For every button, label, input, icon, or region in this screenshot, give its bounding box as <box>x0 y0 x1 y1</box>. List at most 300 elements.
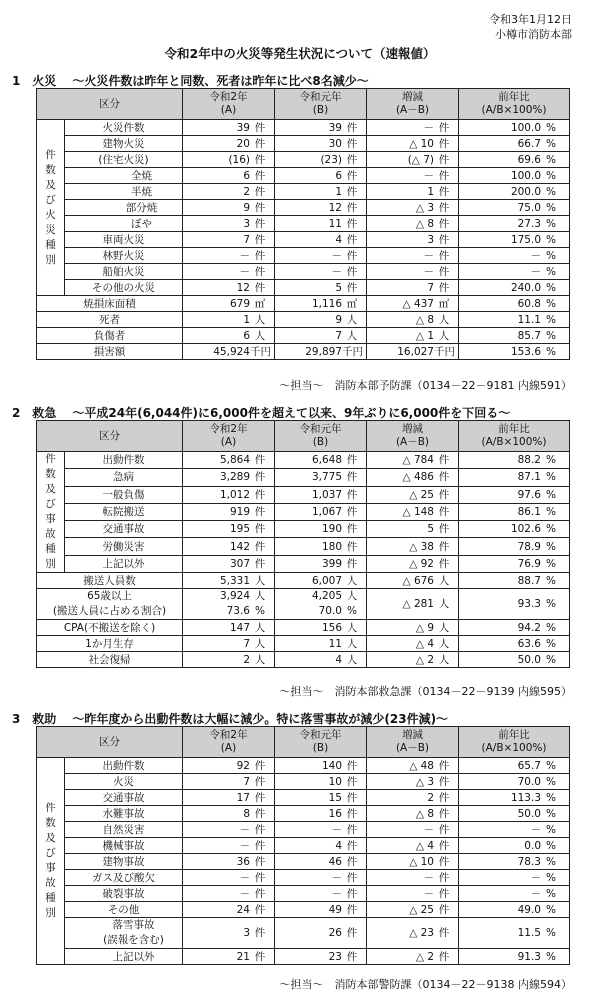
unit: 件 <box>254 454 266 467</box>
row-label <box>65 838 183 854</box>
header-label: 区分 <box>99 735 120 748</box>
ratio-value: 88.7 <box>517 574 541 587</box>
percent-unit: % <box>546 807 556 820</box>
ratio-cell <box>459 296 570 312</box>
ratio-value: － <box>530 249 541 262</box>
row-label-text: 半焼 <box>131 185 152 198</box>
percent-unit: % <box>546 540 556 553</box>
value-2020-value: 92 <box>236 759 250 772</box>
table-row <box>37 806 570 822</box>
ratio-value: 200.0 <box>510 185 541 198</box>
ratio-cell <box>459 503 570 520</box>
value-2020-value: 679 <box>229 297 250 310</box>
unit: 人 <box>254 653 266 666</box>
row-label-text: 水難事故 <box>102 807 145 820</box>
value-2019-value: 1,037 <box>311 488 342 501</box>
unit: 人 <box>346 313 358 326</box>
value-2020 <box>183 344 275 360</box>
section-summary: ～平成24年(6,044件)に6,000件を超えて以来、9年ぶりに6,000件を下回る～ <box>72 406 511 420</box>
value-2020 <box>183 555 275 572</box>
change-value: △ 784 <box>402 454 434 467</box>
ratio-cell <box>459 918 570 949</box>
change <box>367 120 459 136</box>
value-2020 <box>183 280 275 296</box>
value-2020 <box>183 538 275 555</box>
unit: 件 <box>254 169 266 182</box>
ratio-cell <box>459 232 570 248</box>
percent-unit: % <box>546 775 556 788</box>
change-value: － <box>423 121 434 134</box>
value-2019-value: 16 <box>328 807 342 820</box>
value-2020 <box>183 168 275 184</box>
value-2019 <box>275 296 367 312</box>
unit: 件 <box>254 471 266 484</box>
unit: 件 <box>346 807 358 820</box>
unit: 人 <box>254 590 266 602</box>
unit: 件 <box>346 121 358 134</box>
value: 3,924 <box>219 590 250 602</box>
ratio-cell <box>459 521 570 538</box>
ratio-cell <box>459 486 570 503</box>
header-sublabel: (B) <box>312 104 329 116</box>
unit: 件 <box>254 265 266 278</box>
ratio-value: 70.0 <box>517 775 541 788</box>
unit: 件 <box>346 471 358 484</box>
ratio-value: － <box>530 823 541 836</box>
row-label <box>65 854 183 870</box>
unit: 件 <box>346 855 358 868</box>
value-2020-value: － <box>239 249 250 262</box>
issue-date-block <box>489 12 572 42</box>
ratio-value: 78.3 <box>517 855 541 868</box>
header-sublabel: (A/B×100%) <box>481 742 547 754</box>
percent-unit: % <box>546 791 556 804</box>
unit: 件 <box>346 454 358 467</box>
row-label <box>65 452 183 469</box>
row-label <box>65 264 183 280</box>
section-ems-heading <box>12 404 510 421</box>
row-label-text: その他 <box>107 903 140 916</box>
row-label-text: 転院搬送 <box>102 505 145 518</box>
header-label: 令和2年 <box>209 91 248 103</box>
issue-date: 令和3年1月12日 <box>489 13 572 26</box>
value-2020 <box>183 918 275 949</box>
unit: 件 <box>254 233 266 246</box>
change <box>367 469 459 486</box>
row-label-text: 65歳以上 <box>87 590 132 602</box>
percent-unit: % <box>546 855 556 868</box>
value-2020 <box>183 264 275 280</box>
percent-unit: % <box>546 574 556 587</box>
ratio-cell <box>459 344 570 360</box>
unit: 件 <box>254 488 266 501</box>
ratio-cell <box>459 264 570 280</box>
change-value: △ 281 <box>402 598 434 610</box>
ratio-value: 65.7 <box>517 759 541 772</box>
unit: 人 <box>254 621 266 634</box>
row-label <box>65 168 183 184</box>
unit: 人 <box>254 637 266 650</box>
value-2020 <box>183 328 275 344</box>
unit: 人 <box>438 637 450 650</box>
change <box>367 902 459 918</box>
row-label-text: 機械事故 <box>102 839 145 852</box>
table-header <box>37 89 570 120</box>
change <box>367 136 459 152</box>
percent-unit: % <box>546 505 556 518</box>
row-label <box>65 949 183 965</box>
row-label-subtext: (搬送人員に占める割合) <box>52 605 167 617</box>
change-value: 1 <box>427 185 434 198</box>
unit: 件 <box>346 791 358 804</box>
percent-unit: % <box>546 598 556 610</box>
unit: 件 <box>254 775 266 788</box>
table-row <box>37 918 570 949</box>
row-label-text: 損害額 <box>93 345 126 358</box>
header-label: 令和元年 <box>299 423 342 435</box>
value-2020-value: 6 <box>243 169 250 182</box>
unit: 件 <box>438 557 450 570</box>
share-value: 73.6 <box>226 605 250 617</box>
col-diff <box>367 727 459 758</box>
header-sublabel: (A/B×100%) <box>481 104 547 116</box>
value-2020 <box>183 312 275 328</box>
change-value: △ 25 <box>409 488 434 501</box>
ratio-value: 88.2 <box>517 454 541 467</box>
value-2020-value: 7 <box>243 775 250 788</box>
ratio-cell <box>459 636 570 652</box>
value-2020 <box>183 854 275 870</box>
ratio-value: 85.7 <box>517 329 541 342</box>
ratio-value: 153.6 <box>510 345 541 358</box>
value-2020 <box>183 589 275 620</box>
ratio-cell <box>459 328 570 344</box>
row-label <box>37 652 183 668</box>
value-2019 <box>275 216 367 232</box>
unit: 件 <box>254 759 266 772</box>
unit: 件 <box>254 201 266 214</box>
table-row <box>37 620 570 636</box>
table-row <box>37 216 570 232</box>
ratio-value: 63.6 <box>517 637 541 650</box>
change <box>367 636 459 652</box>
value-2020-value: 1,012 <box>219 488 250 501</box>
ratio-cell <box>459 854 570 870</box>
unit: % <box>347 605 357 617</box>
percent-unit: % <box>546 137 556 150</box>
row-label-text: 上記以外 <box>102 557 145 570</box>
row-label <box>65 870 183 886</box>
ratio-cell <box>459 120 570 136</box>
ratio-value: 240.0 <box>510 281 541 294</box>
table-row <box>37 555 570 572</box>
unit: 件 <box>254 557 266 570</box>
change-value: △ 8 <box>415 313 434 326</box>
value-2019 <box>275 184 367 200</box>
value: 4,205 <box>311 590 342 602</box>
unit: 件 <box>438 839 450 852</box>
group-label-text: 件数及び火災種別 <box>45 148 56 266</box>
value-2019 <box>275 822 367 838</box>
ratio-value: 60.8 <box>517 297 541 310</box>
value-2019 <box>275 152 367 168</box>
unit: 件 <box>346 523 358 536</box>
unit: ㎡ <box>346 297 358 310</box>
unit: 件 <box>438 488 450 501</box>
change-value: － <box>423 249 434 262</box>
value-2019-value: － <box>331 823 342 836</box>
document-title: 令和2年中の火災等発生状況について（速報値） <box>164 46 436 61</box>
col-ratio <box>459 727 570 758</box>
header-label: 増減 <box>402 729 423 741</box>
value-2020 <box>183 503 275 520</box>
value-2020-value: 2 <box>243 185 250 198</box>
ratio-value: 11.5 <box>517 927 541 939</box>
ratio-value: 94.2 <box>517 621 541 634</box>
value-2020-value: － <box>239 887 250 900</box>
unit: 人 <box>438 653 450 666</box>
value-2020 <box>183 573 275 589</box>
unit: 件 <box>346 823 358 836</box>
change-value: △ 3 <box>415 201 434 214</box>
unit: 人 <box>254 329 266 342</box>
value-2020-value: 3,289 <box>219 471 250 484</box>
value-2019-value: 4 <box>335 653 342 666</box>
group-label-text: 件数及び事故種別 <box>45 453 56 570</box>
value-2019-value: 6,648 <box>311 454 342 467</box>
value-2019-value: 15 <box>328 791 342 804</box>
ems-contact: ～担当～ 消防本部救急課（0134－22－9139 内線595） <box>279 685 572 698</box>
table-header <box>37 421 570 452</box>
value-2019-value: 6,007 <box>311 574 342 587</box>
unit: 人 <box>346 637 358 650</box>
change-value: △ 9 <box>415 621 434 634</box>
row-label <box>65 280 183 296</box>
value-2019-value: 156 <box>321 621 342 634</box>
section-fire-heading <box>12 72 369 89</box>
col-category <box>37 727 183 758</box>
group-label <box>37 452 65 573</box>
unit: 件 <box>438 233 450 246</box>
row-label <box>65 232 183 248</box>
unit: 千円 <box>250 345 271 358</box>
col-diff <box>367 421 459 452</box>
unit: 件 <box>438 807 450 820</box>
percent-unit: % <box>546 201 556 214</box>
change-value: △ 486 <box>402 471 434 484</box>
value-2019-value: (23) <box>320 153 342 166</box>
unit: 件 <box>254 839 266 852</box>
value-2019-value: 4 <box>335 233 342 246</box>
row-label-text: CPA(不搬送を除く) <box>63 621 156 634</box>
value-2020-value: － <box>239 265 250 278</box>
unit: 件 <box>438 523 450 536</box>
value-2019 <box>275 790 367 806</box>
ratio-value: 113.3 <box>510 791 541 804</box>
value-2020 <box>183 232 275 248</box>
issuer: 小樽市消防本部 <box>495 28 572 41</box>
percent-unit: % <box>546 265 556 278</box>
value-2019-value: 140 <box>321 759 342 772</box>
ratio-value: 49.0 <box>517 903 541 916</box>
percent-unit: % <box>546 523 556 536</box>
value-2020 <box>183 838 275 854</box>
change-value: △ 2 <box>415 950 434 963</box>
table-row <box>37 822 570 838</box>
unit: 件 <box>346 903 358 916</box>
table-row <box>37 248 570 264</box>
header-row <box>37 727 570 758</box>
header-sublabel: (B) <box>312 436 329 448</box>
change <box>367 573 459 589</box>
ratio-cell <box>459 452 570 469</box>
table-row <box>37 636 570 652</box>
table-row <box>37 838 570 854</box>
change <box>367 232 459 248</box>
change-value: △ 8 <box>415 807 434 820</box>
table-row <box>37 232 570 248</box>
ratio-value: 78.9 <box>517 540 541 553</box>
ratio-cell <box>459 870 570 886</box>
percent-unit: % <box>546 887 556 900</box>
header-label: 区分 <box>99 97 120 110</box>
fire-table <box>36 88 570 360</box>
table-row <box>37 589 570 620</box>
ratio-cell <box>459 555 570 572</box>
value-2020-value: 39 <box>236 121 250 134</box>
change <box>367 806 459 822</box>
section-number: 3 <box>12 712 21 726</box>
ratio-cell <box>459 469 570 486</box>
change-value: 7 <box>427 281 434 294</box>
row-label-text: (住宅火災) <box>98 153 149 166</box>
value-2020 <box>183 774 275 790</box>
ratio-value: 50.0 <box>517 653 541 666</box>
unit: 件 <box>346 927 358 939</box>
value-2019-value: － <box>331 871 342 884</box>
percent-unit: % <box>546 637 556 650</box>
value-2019-value: － <box>331 249 342 262</box>
value-2019 <box>275 589 367 620</box>
value-2019 <box>275 774 367 790</box>
unit: 件 <box>438 121 450 134</box>
ratio-cell <box>459 136 570 152</box>
value-2020 <box>183 452 275 469</box>
ratio-cell <box>459 758 570 774</box>
percent-unit: % <box>546 281 556 294</box>
group-label <box>37 120 65 296</box>
row-label <box>65 555 183 572</box>
change-value: 2 <box>427 791 434 804</box>
change <box>367 168 459 184</box>
percent-unit: % <box>546 471 556 484</box>
unit: 件 <box>254 540 266 553</box>
unit: 件 <box>254 121 266 134</box>
percent-unit: % <box>546 950 556 963</box>
unit: 件 <box>254 505 266 518</box>
ratio-cell <box>459 949 570 965</box>
value-2019-value: 26 <box>328 927 342 939</box>
value-2020-value: 5,331 <box>219 574 250 587</box>
col-r1 <box>275 89 367 120</box>
row-label-text: 火災 <box>113 775 134 788</box>
change <box>367 886 459 902</box>
value-2020 <box>183 152 275 168</box>
value-2020-value: 36 <box>236 855 250 868</box>
col-diff <box>367 89 459 120</box>
section-name: 救急 <box>32 406 57 420</box>
unit: 人 <box>254 313 266 326</box>
value-2019-value: 190 <box>321 523 342 536</box>
unit: 件 <box>346 249 358 262</box>
percent-unit: % <box>546 927 556 939</box>
value-2019-value: 46 <box>328 855 342 868</box>
row-label <box>37 589 183 620</box>
unit: 件 <box>438 759 450 772</box>
table-row <box>37 758 570 774</box>
row-label-text: 建物火災 <box>102 137 145 150</box>
ratio-cell <box>459 168 570 184</box>
unit: 人 <box>438 598 450 610</box>
percent-unit: % <box>546 249 556 262</box>
value-2019-value: 399 <box>321 557 342 570</box>
col-category <box>37 421 183 452</box>
value-2020 <box>183 790 275 806</box>
unit: 人 <box>438 574 450 587</box>
ratio-value: － <box>530 265 541 278</box>
rescue-contact: ～担当～ 消防本部警防課（0134－22－9138 内線594） <box>279 978 572 991</box>
unit: 件 <box>438 153 450 166</box>
value-2019 <box>275 555 367 572</box>
value-2020-value: － <box>239 871 250 884</box>
change-value: △ 676 <box>402 574 434 587</box>
row-label <box>65 152 183 168</box>
unit: 件 <box>438 823 450 836</box>
value-2020 <box>183 184 275 200</box>
value-2019 <box>275 573 367 589</box>
value-2020-value: 142 <box>229 540 250 553</box>
row-label-text: 林野火災 <box>102 249 145 262</box>
unit: 件 <box>438 281 450 294</box>
unit: 件 <box>438 505 450 518</box>
row-label <box>37 312 183 328</box>
change <box>367 589 459 620</box>
value-2020 <box>183 248 275 264</box>
value-2019-value: 180 <box>321 540 342 553</box>
unit: 千円 <box>434 345 455 358</box>
unit: 件 <box>346 839 358 852</box>
value-2019-value: 7 <box>335 329 342 342</box>
share-value: 70.0 <box>318 605 342 617</box>
unit: 人 <box>254 574 266 587</box>
change <box>367 248 459 264</box>
row-label-text: その他の火災 <box>92 281 155 294</box>
value-2019-value: 3,775 <box>311 471 342 484</box>
unit: 件 <box>254 217 266 230</box>
table-row <box>37 200 570 216</box>
row-label <box>65 521 183 538</box>
table-row <box>37 312 570 328</box>
value-2019 <box>275 854 367 870</box>
row-label <box>65 469 183 486</box>
row-label-text: 全焼 <box>131 169 152 182</box>
change-value: △ 23 <box>409 927 434 939</box>
value-2019 <box>275 902 367 918</box>
table-row <box>37 573 570 589</box>
value-2020-value: 919 <box>229 505 250 518</box>
value-2020-value: 195 <box>229 523 250 536</box>
header-label: 区分 <box>99 429 120 442</box>
